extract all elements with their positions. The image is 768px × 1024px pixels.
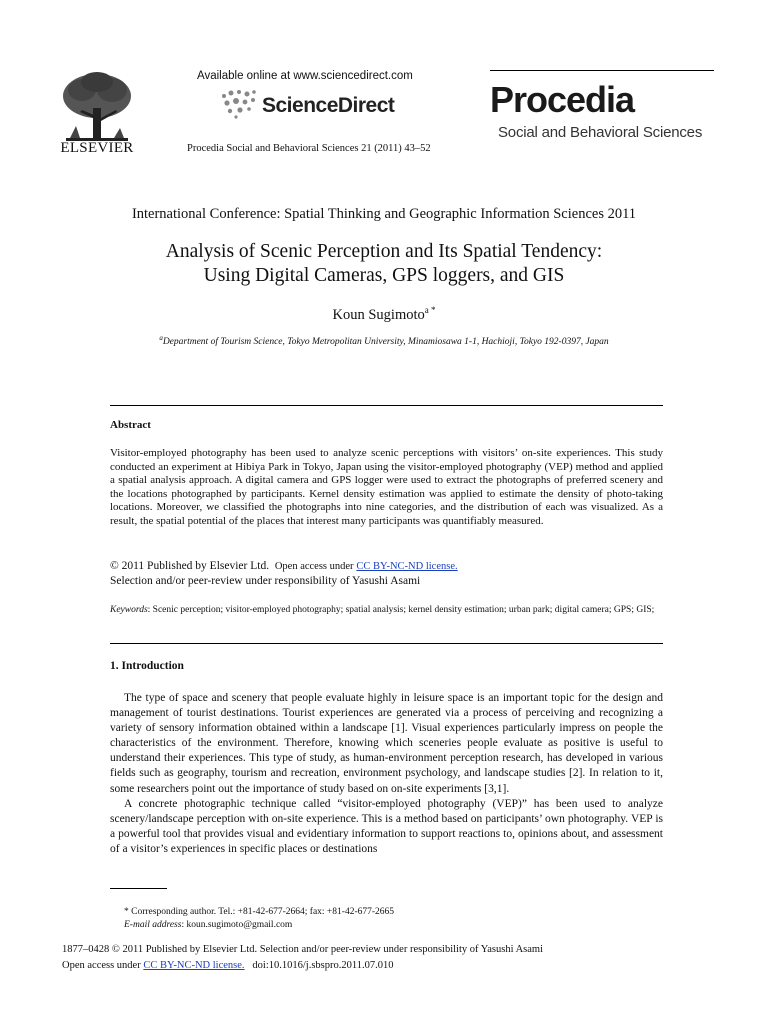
sciencedirect-wordmark: ScienceDirect: [262, 94, 395, 117]
footnote-rule: [110, 888, 167, 889]
author-name: Koun Sugimoto: [332, 306, 425, 323]
title-line-2: Using Digital Cameras, GPS loggers, and GIS: [203, 265, 565, 286]
review-line: Selection and/or peer-review under responsibility of Yasushi Asami: [110, 575, 421, 587]
open-access-text: Open access under: [274, 561, 354, 572]
corresponding-author: * Corresponding author. Tel.: +81-42-677-2664; fax: +81-42-677-2665: [124, 907, 395, 917]
abstract-bottom-rule: [110, 643, 663, 644]
footer-issn-line: 1877–0428 © 2011 Published by Elsevier Ltd. Selection and/or peer-review under responsibility of Yasushi Asami: [62, 944, 543, 955]
procedia-wordmark: Procedia: [490, 79, 635, 120]
publisher-name: ELSEVIER: [60, 140, 134, 156]
email-address: : koun.sugimoto@gmail.com: [181, 919, 293, 930]
introduction-body: [110, 691, 663, 857]
footnote: [124, 906, 394, 931]
footer-open-access: [62, 960, 394, 971]
email-line: [124, 919, 394, 932]
keywords: [110, 604, 663, 616]
procedia-subtitle: Social and Behavioral Sciences: [498, 124, 703, 141]
introduction-paragraph-2: A concrete photographic technique called “visitor-employed photography (VEP)” has been used to analyze scenery/landscape perception with on-site experience. This is a method based on participants’ own photography. VEP is a powerful tool that provides visual and evidentiary information to support reactions to, opinions about, and assessment of a visitor’s experiences in specific places or destinations: [110, 797, 663, 855]
affiliation-superscript: a: [159, 334, 163, 342]
footer-open-access-text: Open access under: [62, 960, 141, 971]
author-line: [0, 305, 768, 324]
title-line-1: Analysis of Scenic Perception and Its Spatial Tendency:: [165, 241, 603, 262]
introduction-paragraph-1: The type of space and scenery that people evaluate highly in leisure space is an important topic for the design and management of tourist destinations. Tourist experiences are generated via a process of perceiving and recognizing a variety of sensory information obtained within a landscape [1]. Visual experiences particularly impress on people the characteristics of the environment. Therefore, knowing which sceneries people evaluate as positive is useful to understand their experiences. This type of study, as human-environment perception research, has developed in various fields such as geography, tourism and recreation, environment psychology, and landscape studies [2]. In relation to it, some researchers point out the importance of study based on on-site experiments [3,1].: [110, 692, 663, 795]
introduction-heading: 1. Introduction: [110, 660, 184, 672]
footer-doi: doi:10.1016/j.sbspro.2011.07.010: [252, 960, 394, 971]
available-online: Available online at www.sciencedirect.com: [197, 70, 413, 82]
journal-citation: Procedia Social and Behavioral Sciences 21 (2011) 43–52: [187, 143, 431, 154]
affiliation: [0, 334, 768, 347]
copyright-line: [110, 559, 663, 574]
abstract-heading: Abstract: [110, 419, 151, 431]
affiliation-text: Department of Tourism Science, Tokyo Metropolitan University, Minamiosawa 1-1, Hachioji, Tokyo 192-0397, Japan: [162, 337, 609, 348]
email-label: E-mail address: [124, 919, 182, 930]
keywords-label: Keywords: [110, 605, 148, 615]
keywords-text: : Scenic perception; visitor-employed photography; spatial analysis; kernel density estimation; urban park; digital camera; GPS; GIS;: [147, 605, 655, 615]
license-link[interactable]: CC BY-NC-ND license.: [356, 561, 458, 572]
procedia-top-rule: [490, 70, 714, 71]
abstract-body: Visitor-employed photography has been used to analyze scenic perceptions with visitors’ on-site experiences. This study conducted an experiment at Hibiya Park in Tokyo, Japan using the visitor-employed photography (VEP) method and applied a spatial analysis approach. A digital camera and GPS logger were used to extract the photographs of preferred scenery and the locations photographed by participants. Kernel density estimation was applied to estimate the density of photo-taking locations. Moreover, we classified the photographs into nine categories, and the distribution of each was visualized. As a result, the spatial potential of the places that interest many participants was quantifiably measured.: [110, 447, 663, 527]
conference-name: International Conference: Spatial Thinking and Geographic Information Sciences 2011: [131, 206, 637, 222]
paper-title: [0, 240, 768, 288]
copyright-text: © 2011 Published by Elsevier Ltd.: [110, 560, 270, 572]
copyright-block: [110, 559, 663, 589]
abstract-top-rule: [110, 405, 663, 406]
author-superscript: a *: [424, 305, 436, 315]
footer-license-link[interactable]: CC BY-NC-ND license.: [143, 960, 245, 971]
